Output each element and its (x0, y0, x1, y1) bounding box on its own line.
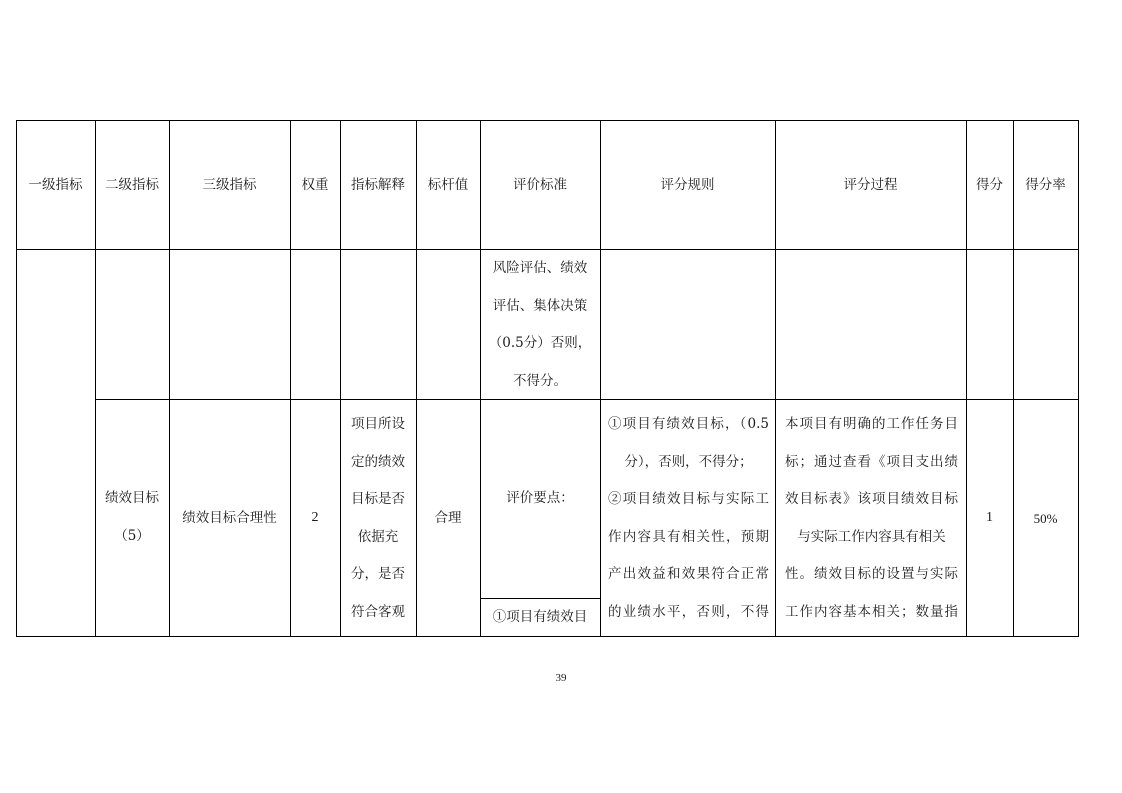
text-line: 目标是否 (351, 491, 405, 507)
text-line: 分），否则，不得分； (624, 453, 753, 470)
header-process: 评分过程 (843, 176, 898, 193)
text-line: 的业绩水平，否则，不得 (608, 603, 769, 620)
process-cell (775, 406, 966, 631)
score-cell: 1 (986, 510, 993, 526)
header-score-rate: 得分率 (1025, 176, 1066, 193)
text-line: 风险评估、绩效 (492, 260, 588, 276)
header-weight: 权重 (301, 176, 329, 193)
benchmark-cell: 合理 (434, 510, 462, 527)
text-line: 项目所设 (351, 416, 405, 432)
text-line: 标；通过查看《项目支出绩 (785, 453, 958, 470)
score-rate-cell: 50% (1033, 510, 1058, 526)
header-level3: 三级指标 (202, 176, 257, 193)
table-border-bottom (16, 636, 1079, 637)
weight-cell: 2 (311, 510, 319, 526)
text-line: ①项目有绩效目标，（0.5 (608, 416, 769, 432)
text-line: 评估、集体决策 (492, 297, 588, 314)
col-line-11 (1078, 120, 1079, 637)
continued-criteria-cell (480, 250, 600, 400)
level3-cell: 绩效目标合理性 (182, 510, 277, 527)
header-level2: 二级指标 (105, 176, 159, 193)
explanation-cell (340, 406, 416, 631)
text-line: 依据充 (357, 528, 399, 545)
level2-cell (95, 480, 169, 555)
text-line: 不得分。 (513, 372, 567, 389)
text-line: 分，是否 (351, 566, 405, 582)
text-line: 作内容具有相关性，预期 (608, 528, 769, 545)
text-line: 与实际工作内容具有相关 (797, 528, 946, 545)
criteria-sub-cell: ①项目有绩效目 (492, 609, 588, 626)
header-level1: 一级指标 (28, 176, 83, 193)
criteria-cell: 评价要点： (506, 490, 574, 507)
text-line: 效目标表》该项目绩效目标 (785, 491, 958, 507)
text-line: 符合客观 (351, 603, 405, 620)
header-score: 得分 (976, 176, 1003, 193)
text-line: （0.5分）否则， (488, 335, 592, 351)
text-line: ②项目绩效目标与实际工 (608, 491, 769, 507)
rule-cell (600, 406, 775, 631)
text-line: 性。绩效目标的设置与实际 (785, 566, 958, 582)
text-line: 产出效益和效果符合正常 (608, 566, 769, 582)
header-benchmark: 标杆值 (427, 176, 469, 193)
header-rule: 评分规则 (660, 176, 715, 193)
header-criteria: 评价标准 (513, 176, 567, 193)
text-line: 定的绩效 (351, 453, 405, 470)
page-number: 39 (555, 672, 567, 684)
header-explanation: 指标解释 (351, 176, 405, 193)
level2-name: 绩效目标 (105, 490, 159, 506)
text-line: 工作内容基本相关；数量指 (785, 603, 958, 620)
text-line: 本项目有明确的工作任务目 (785, 416, 958, 432)
level2-points: （5） (114, 527, 150, 544)
